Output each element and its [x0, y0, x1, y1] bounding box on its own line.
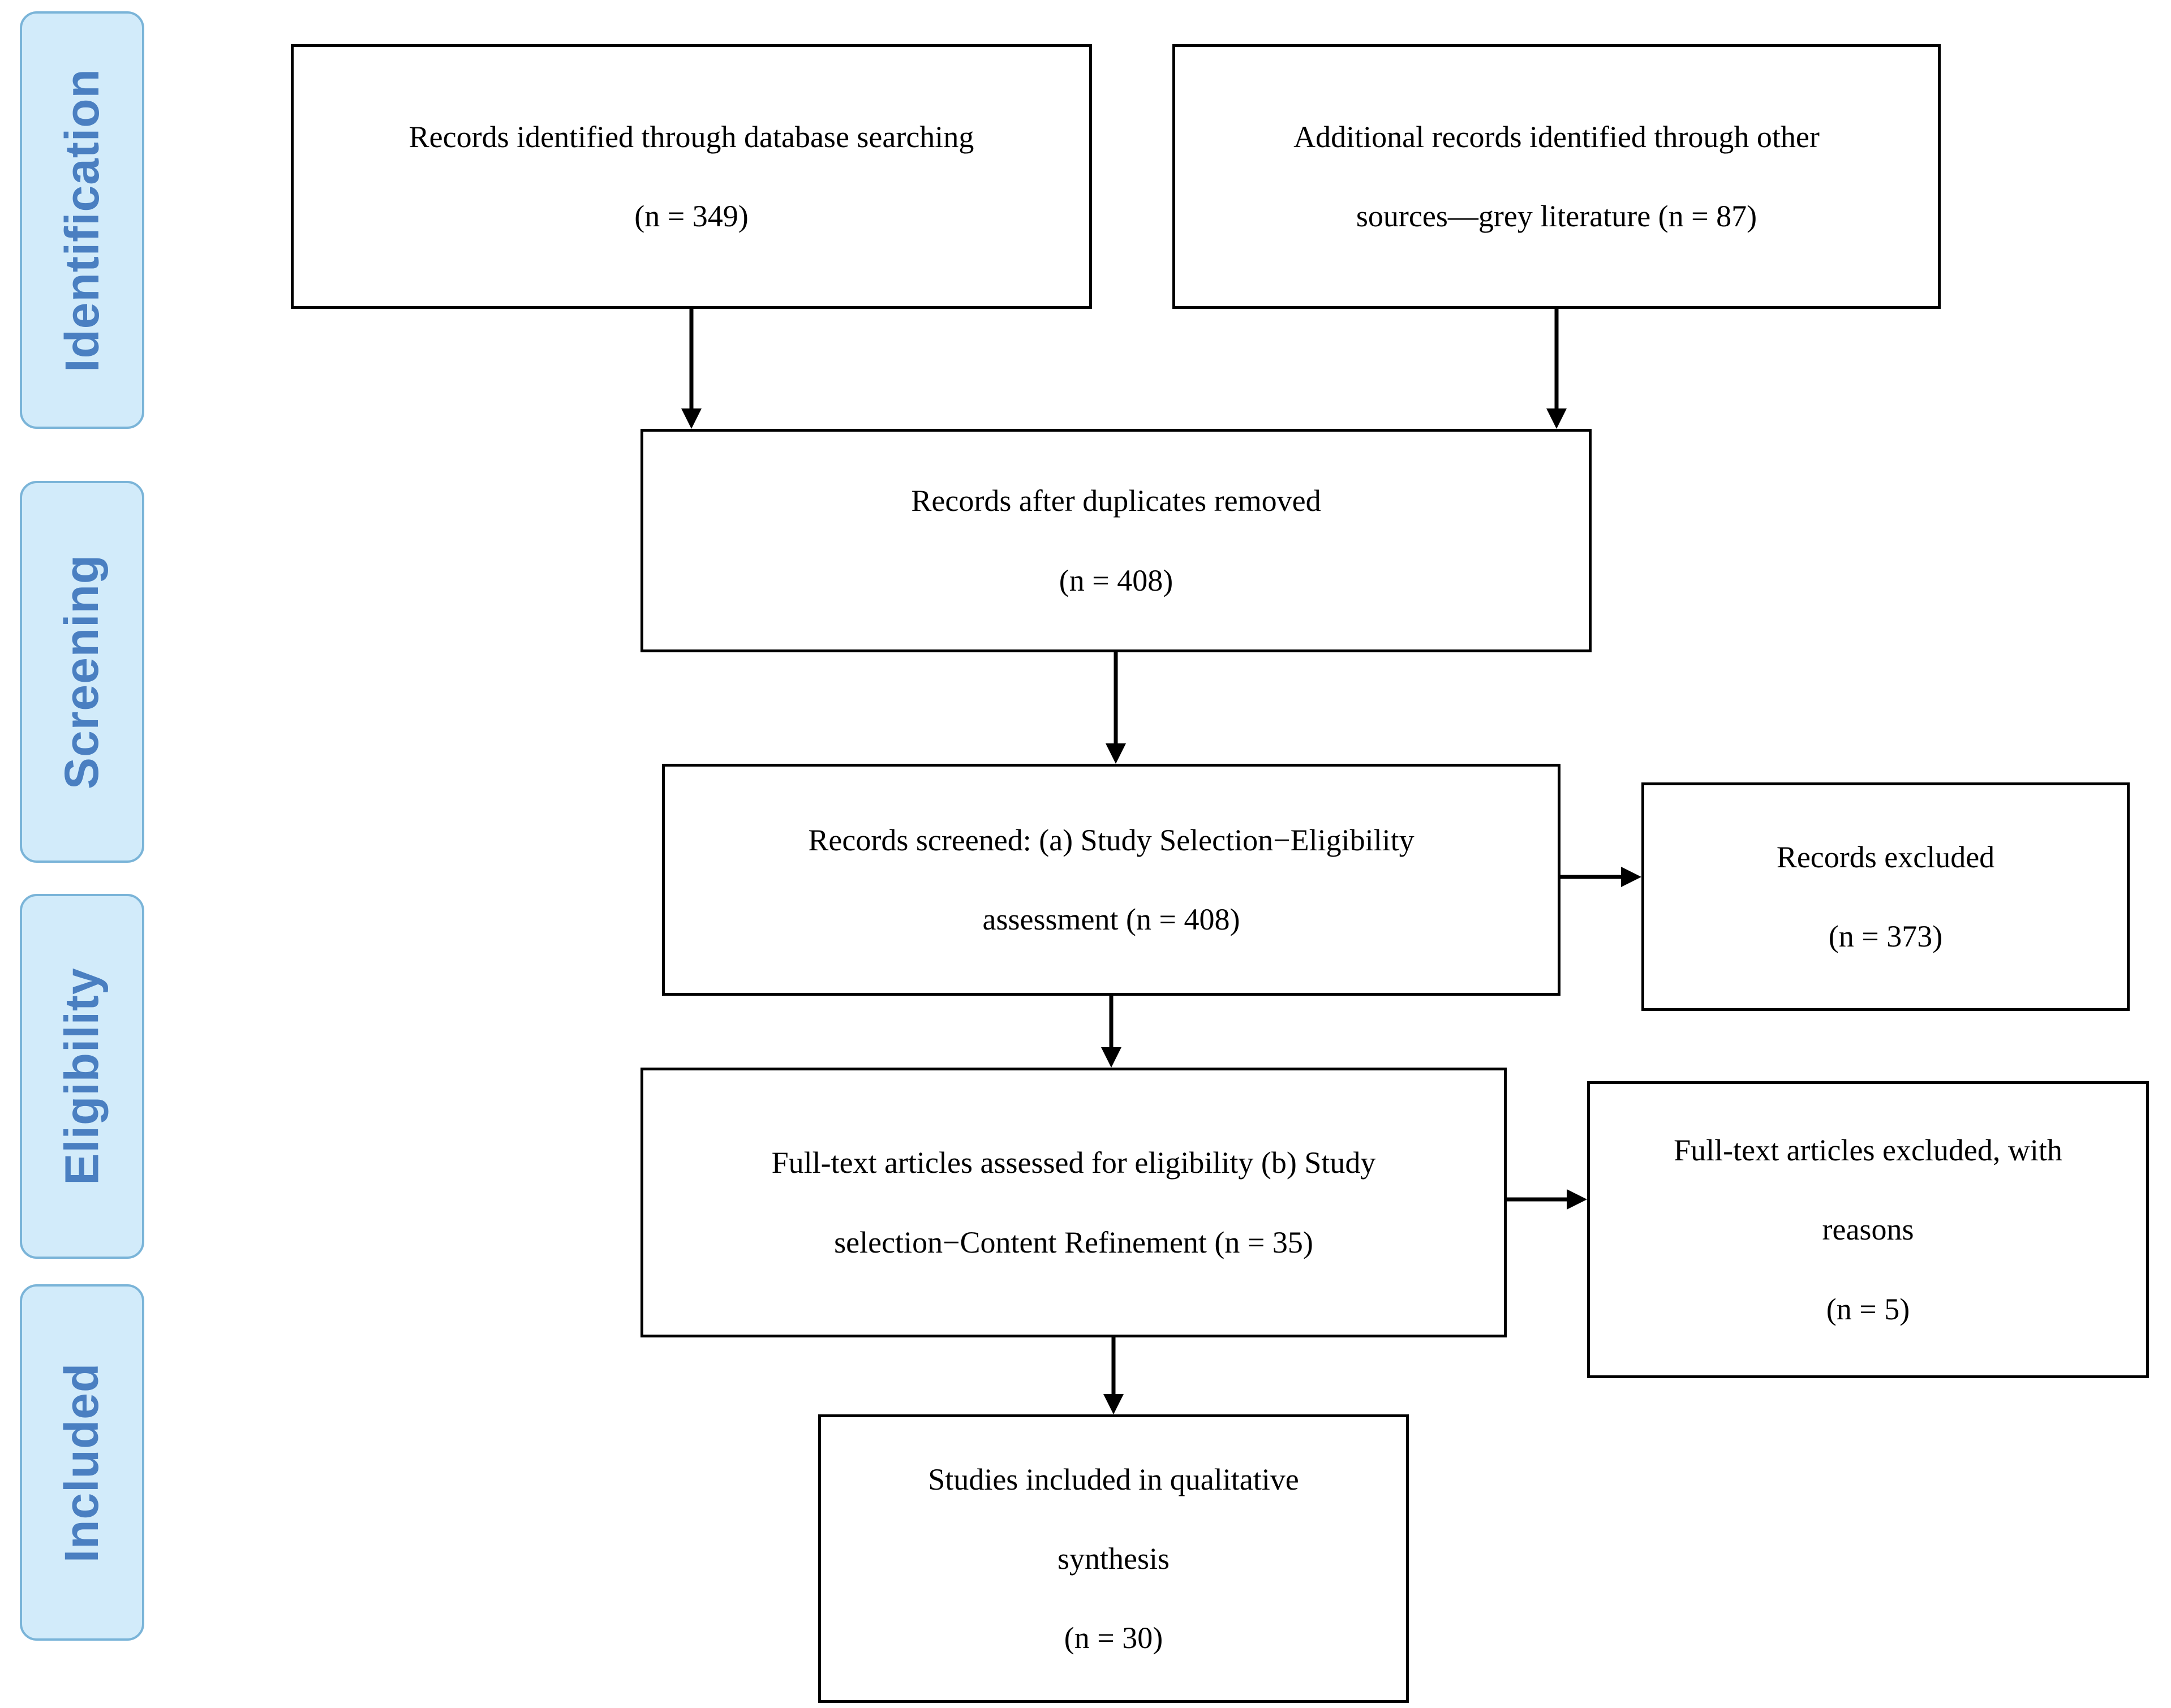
box-line: Records after duplicates removed	[911, 484, 1321, 518]
box-duplicates-removed	[640, 429, 1592, 652]
box-studies-included	[818, 1414, 1409, 1703]
arrow-fulltext-to-excluded	[1507, 1189, 1587, 1210]
box-line: (n = 5)	[1826, 1292, 1910, 1326]
box-line: Additional records identified through other	[1293, 119, 1820, 154]
stage-identification-label: Identification	[55, 68, 109, 372]
box-line: Records excluded	[1776, 840, 1995, 874]
box-line: assessment (n = 408)	[982, 902, 1240, 936]
box-line: selection−Content Refinement (n = 35)	[834, 1225, 1313, 1259]
stage-eligibility-label: Eligibility	[55, 967, 109, 1185]
arrow-duplicates-to-screened	[1106, 652, 1126, 764]
box-fulltext-excluded	[1587, 1081, 2149, 1378]
box-line: synthesis	[1057, 1541, 1170, 1576]
box-line: sources—grey literature (n = 87)	[1356, 199, 1757, 233]
stage-screening	[20, 481, 144, 863]
box-records-excluded	[1641, 782, 2130, 1011]
box-line: Full-text articles assessed for eligibility (b) Study	[771, 1146, 1376, 1180]
box-line: Records screened: (a) Study Selection−Eligibility	[808, 823, 1415, 857]
arrow-identified-to-duplicates	[681, 309, 702, 429]
arrow-screened-to-excluded	[1560, 867, 1641, 887]
arrow-additional-to-duplicates	[1546, 309, 1567, 429]
box-records-screened	[662, 764, 1560, 996]
stage-included	[20, 1284, 144, 1641]
stage-screening-label: Screening	[55, 554, 109, 790]
stage-identification	[20, 11, 144, 429]
box-records-identified	[291, 44, 1092, 309]
arrow-fulltext-to-included	[1103, 1337, 1124, 1414]
box-line: (n = 30)	[1064, 1621, 1163, 1655]
stage-included-label: Included	[55, 1362, 109, 1563]
box-line: Records identified through database searching	[409, 119, 974, 154]
box-line: Full-text articles excluded, with	[1674, 1133, 2062, 1168]
box-line: (n = 373)	[1828, 919, 1943, 953]
box-line: (n = 349)	[634, 199, 749, 233]
box-line: reasons	[1822, 1212, 1914, 1247]
box-additional-records	[1172, 44, 1941, 309]
arrow-screened-to-fulltext	[1101, 996, 1121, 1068]
stage-eligibility	[20, 894, 144, 1259]
box-line: Studies included in qualitative	[928, 1462, 1299, 1496]
box-line: (n = 408)	[1059, 563, 1173, 597]
box-fulltext-assessed	[640, 1068, 1507, 1337]
